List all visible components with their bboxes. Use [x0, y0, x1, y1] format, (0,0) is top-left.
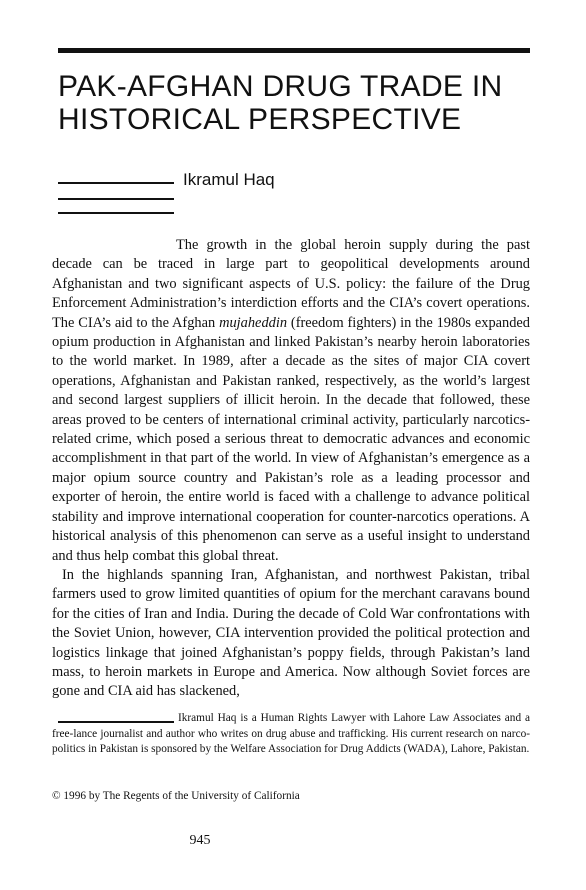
author-rule-3 [58, 212, 174, 214]
author-name: Ikramul Haq [183, 170, 275, 189]
author-rule-1 [58, 182, 174, 184]
copyright-notice: © 1996 by The Regents of the University of California [52, 790, 300, 802]
title-line-2: HISTORICAL PERSPECTIVE [58, 103, 462, 136]
paragraph-1-italic-term: mujaheddin [219, 314, 288, 331]
author-footnote [52, 711, 530, 758]
title-line-1: PAK-AFGHAN DRUG TRADE IN [58, 70, 503, 103]
paragraph-1 [52, 236, 530, 566]
paragraph-1-part-a: The growth in the global heroin supply during the past decade can be traced in large part to geopolitical developments around Afghanistan and two significant aspects of U.S. policy: the failure of the Drug Enforcement Administration’s interdiction efforts and the CIA’s covert operations. The CIA’s aid to the Afghan [52, 237, 530, 331]
page-number: 945 [189, 833, 211, 848]
paragraph-1-part-b: (freedom fighters) in the 1980s expanded opium production in Afghanistan and linked Pakistan’s nearby heroin laboratories to the world market. In 1989, after a decade as the sites of major CIA covert operations, Afghanistan and Pakistan ranked, respectively, as the world’s largest and second largest suppliers of illicit heroin. In the decade that followed, these areas proved to be centers of international criminal activity, particularly narcotics-related crime, which posed a serious threat to democratic advances and economic accomplishment in that part of the world. In view of Afghanistan’s emergence as a major opium source country and Pakistan’s role as a leading processor and exporter of heroin, the entire world is faced with a challenge to advance political stability and improve international cooperation for counter-narcotics operations. A historical analysis of this phenomenon can serve as a useful insight to understand and thus help combat this global threat. [52, 314, 530, 564]
top-rule [58, 48, 530, 53]
article-title [58, 70, 538, 136]
paragraph-2: In the highlands spanning Iran, Afghanistan, and northwest Pakistan, tribal farmers used to grow limited quantities of opium for the merchant caravans bound for the cities of Iran and India. During the decade of Cold War confrontations with the Soviet Union, however, CIA intervention provided the political protection and logistics linkage that joined Afghanistan’s poppy fields, through Pakistan’s land mass, to heroin markets in Europe and America. Now although Soviet forces are gone and CIA aid has slackened, [52, 566, 530, 700]
footnote-text: Ikramul Haq is a Human Rights Lawyer with Lahore Law Associates and a free-lance journalist and author who writes on drug abuse and trafficking. His current research on narco-politics in Pakistan is sponsored by the Welfare Association for Drug Addicts (WADA), Lahore, Pakistan. [52, 712, 530, 755]
article-body [52, 236, 530, 702]
author-rule-2 [58, 198, 174, 200]
